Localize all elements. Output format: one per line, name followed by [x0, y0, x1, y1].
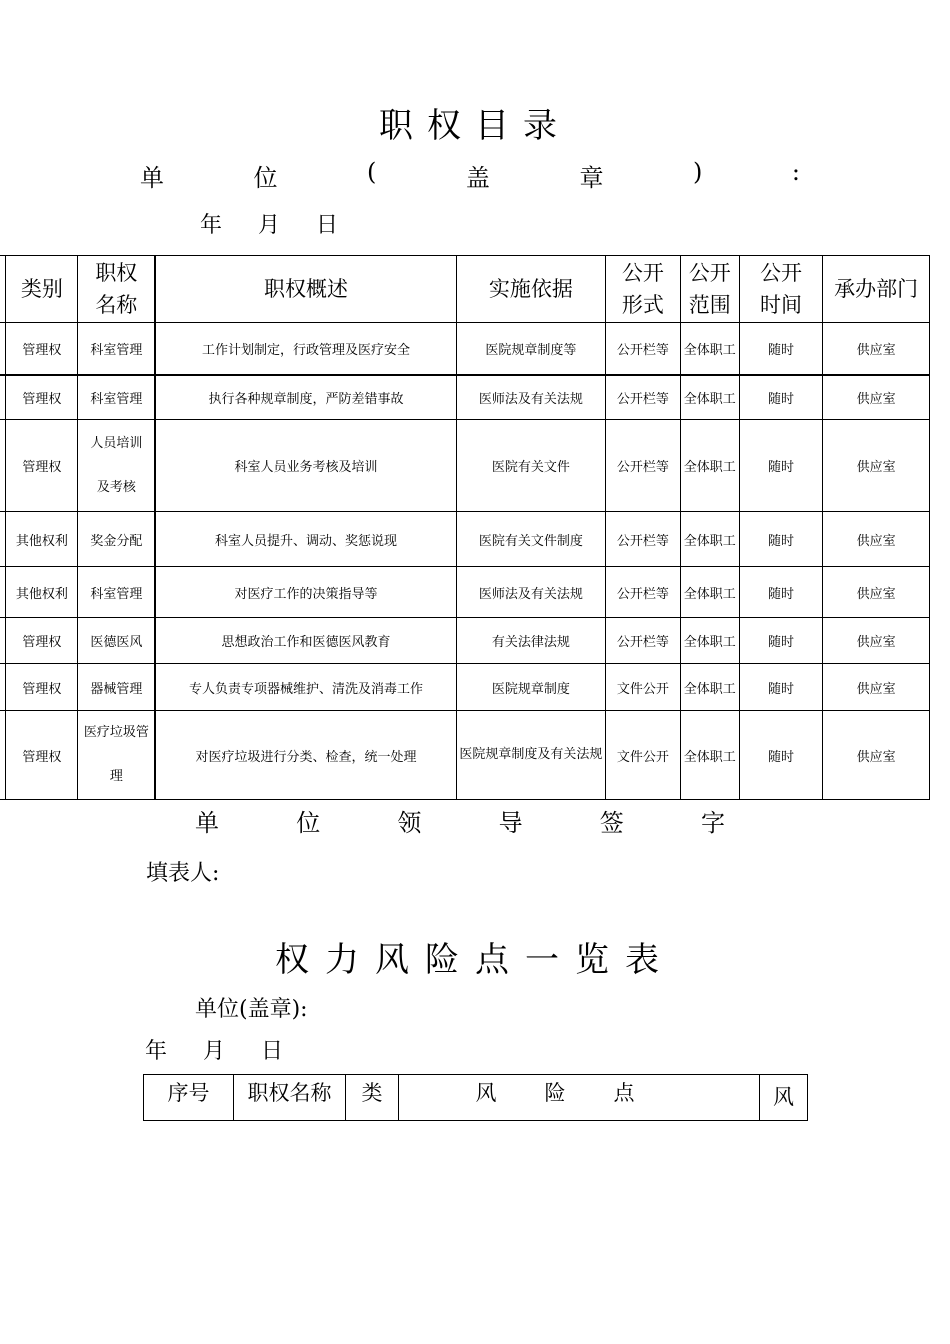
cell-time: 随时 — [739, 323, 822, 375]
cell-category: 管理权 — [6, 375, 78, 420]
cell-form: 公开栏等 — [606, 375, 681, 420]
sign-char: 签 — [599, 809, 624, 837]
cell-time: 随时 — [739, 375, 822, 420]
cell-basis: 医院规章制度 — [456, 664, 605, 711]
cell-name: 科室管理 — [78, 375, 155, 420]
cell-form: 公开栏等 — [606, 512, 681, 567]
cell-summary: 对医疗垃圾进行分类、检查，统一处理 — [155, 711, 456, 800]
unit-char: 单 — [140, 164, 164, 192]
table-row — [0, 618, 930, 664]
header-summary: 职权概述 — [155, 256, 456, 323]
cell-scope: 全体职工 — [680, 375, 739, 420]
cell-scope: 全体职工 — [680, 512, 739, 567]
unit-char: 盖 — [465, 164, 490, 192]
cell-dept: 供应室 — [823, 664, 930, 711]
cell-basis: 医院规章制度等 — [456, 323, 605, 375]
cell-dept: 供应室 — [823, 567, 930, 618]
header-name-line1: 职权 — [95, 261, 138, 285]
table-row — [0, 375, 930, 420]
cell-category: 管理权 — [6, 664, 78, 711]
date-day: 日 — [316, 213, 339, 238]
date-year: 年 — [145, 1039, 168, 1064]
cell-time: 随时 — [739, 711, 822, 800]
form-filler-label: 填表人: — [146, 861, 220, 886]
cell-name: 医疗垃圾管理 — [78, 711, 155, 800]
authority-table — [0, 255, 930, 800]
date-month: 月 — [203, 1039, 226, 1064]
cell-summary: 科室人员提升、调动、奖惩说现 — [155, 512, 456, 567]
cell-time: 随时 — [739, 512, 822, 567]
header-scope-line1: 公开 — [688, 261, 731, 285]
cell-form: 公开栏等 — [606, 323, 681, 375]
unit-char: : — [791, 158, 800, 186]
risk-header-points: 风险点 — [399, 1075, 760, 1121]
cell-dept: 供应室 — [823, 711, 930, 800]
header-category: 类别 — [6, 256, 78, 323]
cell-summary: 科室人员业务考核及培训 — [155, 420, 456, 512]
cell-summary: 对医疗工作的决策指导等 — [155, 567, 456, 618]
date-year: 年 — [200, 213, 223, 238]
header-form-line1: 公开 — [621, 261, 664, 285]
cell-form: 文件公开 — [606, 711, 681, 800]
cell-time: 随时 — [739, 567, 822, 618]
header-name — [78, 256, 155, 323]
header-form-line2: 形式 — [621, 293, 664, 317]
cell-category: 管理权 — [6, 618, 78, 664]
risk-header-level: 风 — [760, 1075, 808, 1121]
table-row — [0, 420, 930, 512]
cell-category: 管理权 — [6, 420, 78, 512]
sign-char: 领 — [397, 809, 422, 837]
date-day: 日 — [261, 1039, 284, 1064]
cell-basis: 医师法及有关法规 — [456, 375, 605, 420]
risk-header-category: 类 — [346, 1075, 399, 1121]
cell-dept: 供应室 — [823, 512, 930, 567]
table-row — [0, 664, 930, 711]
risk-header-seq: 序号 — [144, 1075, 234, 1121]
unit-char: 位 — [253, 164, 278, 192]
cell-category: 其他权利 — [6, 512, 78, 567]
cell-summary: 专人负责专项器械维护、清洗及消毒工作 — [155, 664, 456, 711]
cell-basis: 医院规章制度及有关法规 — [456, 711, 605, 800]
sign-char: 单 — [195, 809, 219, 837]
cell-basis: 医师法及有关法规 — [456, 567, 605, 618]
table-row — [0, 567, 930, 618]
header-basis: 实施依据 — [456, 256, 605, 323]
header-scope-line2: 范围 — [688, 293, 731, 317]
risk-date-line — [145, 1034, 283, 1065]
sign-char: 位 — [296, 809, 321, 837]
cell-time: 随时 — [739, 618, 822, 664]
header-scope — [680, 256, 739, 323]
table-row — [0, 512, 930, 567]
cell-form: 文件公开 — [606, 664, 681, 711]
cell-category: 管理权 — [6, 323, 78, 375]
unit-seal-line — [140, 158, 800, 193]
table-row — [0, 323, 930, 375]
cell-form: 公开栏等 — [606, 420, 681, 512]
header-dept: 承办部门 — [823, 256, 930, 323]
header-time-line1: 公开 — [760, 261, 803, 285]
cell-summary: 工作计划制定，行政管理及医疗安全 — [155, 323, 456, 375]
cell-dept: 供应室 — [823, 420, 930, 512]
risk-table-title: 权力风险点一览表 — [275, 940, 675, 980]
cell-time: 随时 — [739, 664, 822, 711]
leader-signature-line — [195, 803, 725, 838]
cell-form: 公开栏等 — [606, 567, 681, 618]
unit-char: ) — [692, 158, 703, 186]
cell-basis: 医院有关文件制度 — [456, 512, 605, 567]
date-line — [200, 208, 338, 239]
cell-dept: 供应室 — [823, 323, 930, 375]
cell-time: 随时 — [739, 420, 822, 512]
cell-scope: 全体职工 — [680, 664, 739, 711]
cell-name: 器械管理 — [78, 664, 155, 711]
header-time — [739, 256, 822, 323]
cell-summary: 思想政治工作和医德医风教育 — [155, 618, 456, 664]
sign-char: 导 — [498, 809, 523, 837]
cell-scope: 全体职工 — [680, 323, 739, 375]
cell-basis: 有关法律法规 — [456, 618, 605, 664]
cell-name: 科室管理 — [78, 567, 155, 618]
table-row — [0, 711, 930, 800]
header-name-line2: 名称 — [95, 293, 138, 317]
sign-char: 字 — [700, 809, 725, 837]
unit-char: 章 — [579, 164, 604, 192]
risk-unit-seal: 单位(盖章): — [195, 997, 308, 1022]
risk-header-name: 职权名称 — [234, 1075, 346, 1121]
page-title: 职权目录 — [379, 106, 571, 146]
cell-name: 科室管理 — [78, 323, 155, 375]
header-time-line2: 时间 — [760, 293, 803, 317]
cell-name: 人员培训及考核 — [78, 420, 155, 512]
date-month: 月 — [258, 213, 281, 238]
cell-name: 奖金分配 — [78, 512, 155, 567]
cell-category: 管理权 — [6, 711, 78, 800]
cell-summary: 执行各种规章制度，严防差错事故 — [155, 375, 456, 420]
unit-char: ( — [367, 158, 377, 186]
risk-table — [143, 1074, 808, 1121]
cell-scope: 全体职工 — [680, 711, 739, 800]
cell-name: 医德医风 — [78, 618, 155, 664]
cell-form: 公开栏等 — [606, 618, 681, 664]
header-form — [606, 256, 681, 323]
cell-dept: 供应室 — [823, 375, 930, 420]
cell-dept: 供应室 — [823, 618, 930, 664]
cell-category: 其他权利 — [6, 567, 78, 618]
cell-basis: 医院有关文件 — [456, 420, 605, 512]
cell-scope: 全体职工 — [680, 420, 739, 512]
cell-scope: 全体职工 — [680, 567, 739, 618]
cell-scope: 全体职工 — [680, 618, 739, 664]
